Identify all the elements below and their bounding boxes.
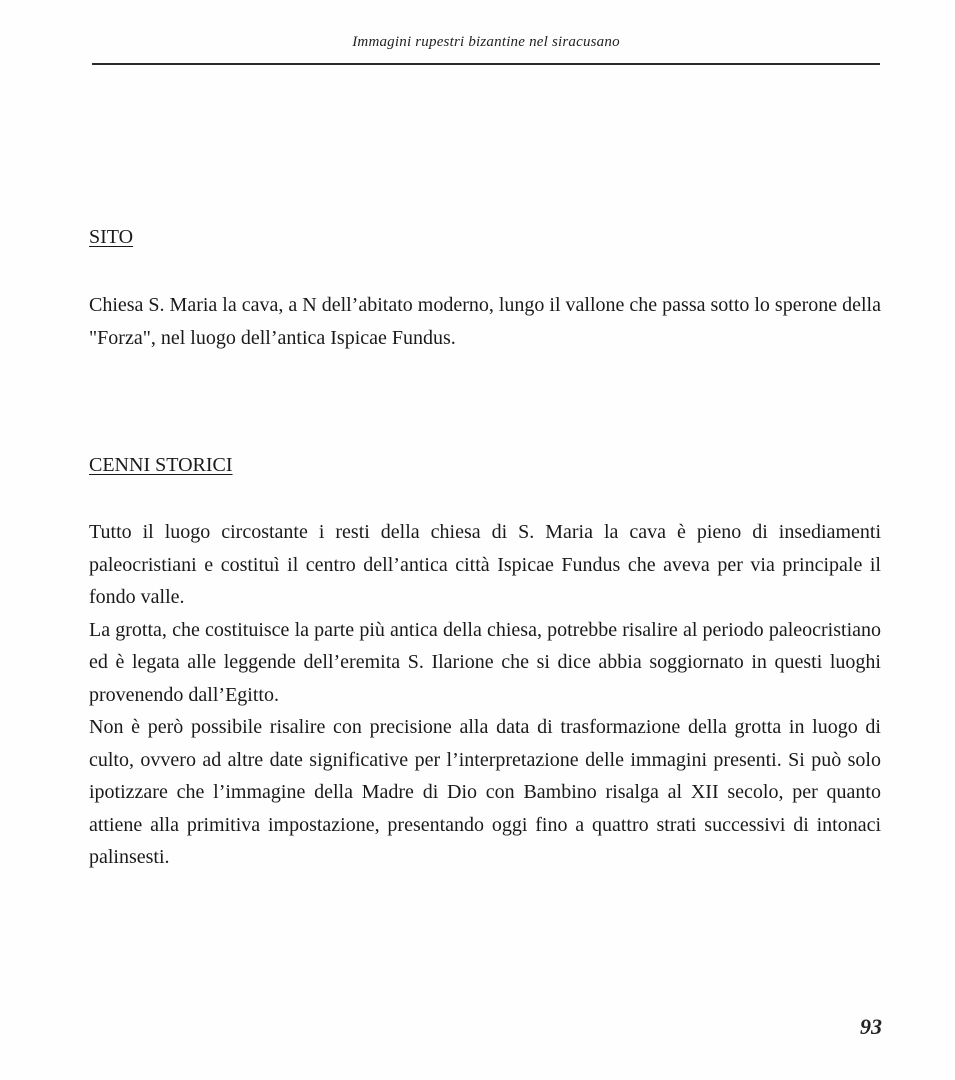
header-rule xyxy=(92,63,880,65)
cenni-paragraph-2: La grotta, che costituisce la parte più antica della chiesa, potrebbe risalire al periodo paleocristiano ed è legata alle leggende dell’eremita S. Ilarione che si dice abbia soggiornato in questi luoghi provenendo dall’Egitto. xyxy=(89,618,881,706)
running-header: Immagini rupestri bizantine nel siracusano xyxy=(352,34,620,50)
section-heading-sito: SITO xyxy=(89,226,134,248)
sito-body xyxy=(89,289,881,354)
section-heading-cenni-storici: CENNI STORICI xyxy=(89,454,233,476)
cenni-storici-body xyxy=(89,516,881,874)
cenni-paragraph-3: Non è però possibile risalire con precisione alla data di trasformazione della grotta in luogo di culto, ovvero ad altre date significative per l’interpretazione delle immagini presenti. Si può solo ipotizzare che l’immagine della Madre di Dio con Bambino risalga al XII secolo, per quanto attiene alla primitiva impostazione, presentando oggi fino a quattro strati successivi di intonaci palinsesti. xyxy=(89,716,881,868)
page-number: 93 xyxy=(860,1014,882,1039)
cenni-paragraph-1: Tutto il luogo circostante i resti della chiesa di S. Maria la cava è pieno di insediamenti paleocristiani e costituì il centro dell’antica città Ispicae Fundus che aveva per via principale il fondo valle. xyxy=(89,521,881,608)
sito-paragraph: Chiesa S. Maria la cava, a N dell’abitato moderno, lungo il vallone che passa sotto lo sperone della "Forza", nel luogo dell’antica Ispicae Fundus. xyxy=(89,294,881,349)
